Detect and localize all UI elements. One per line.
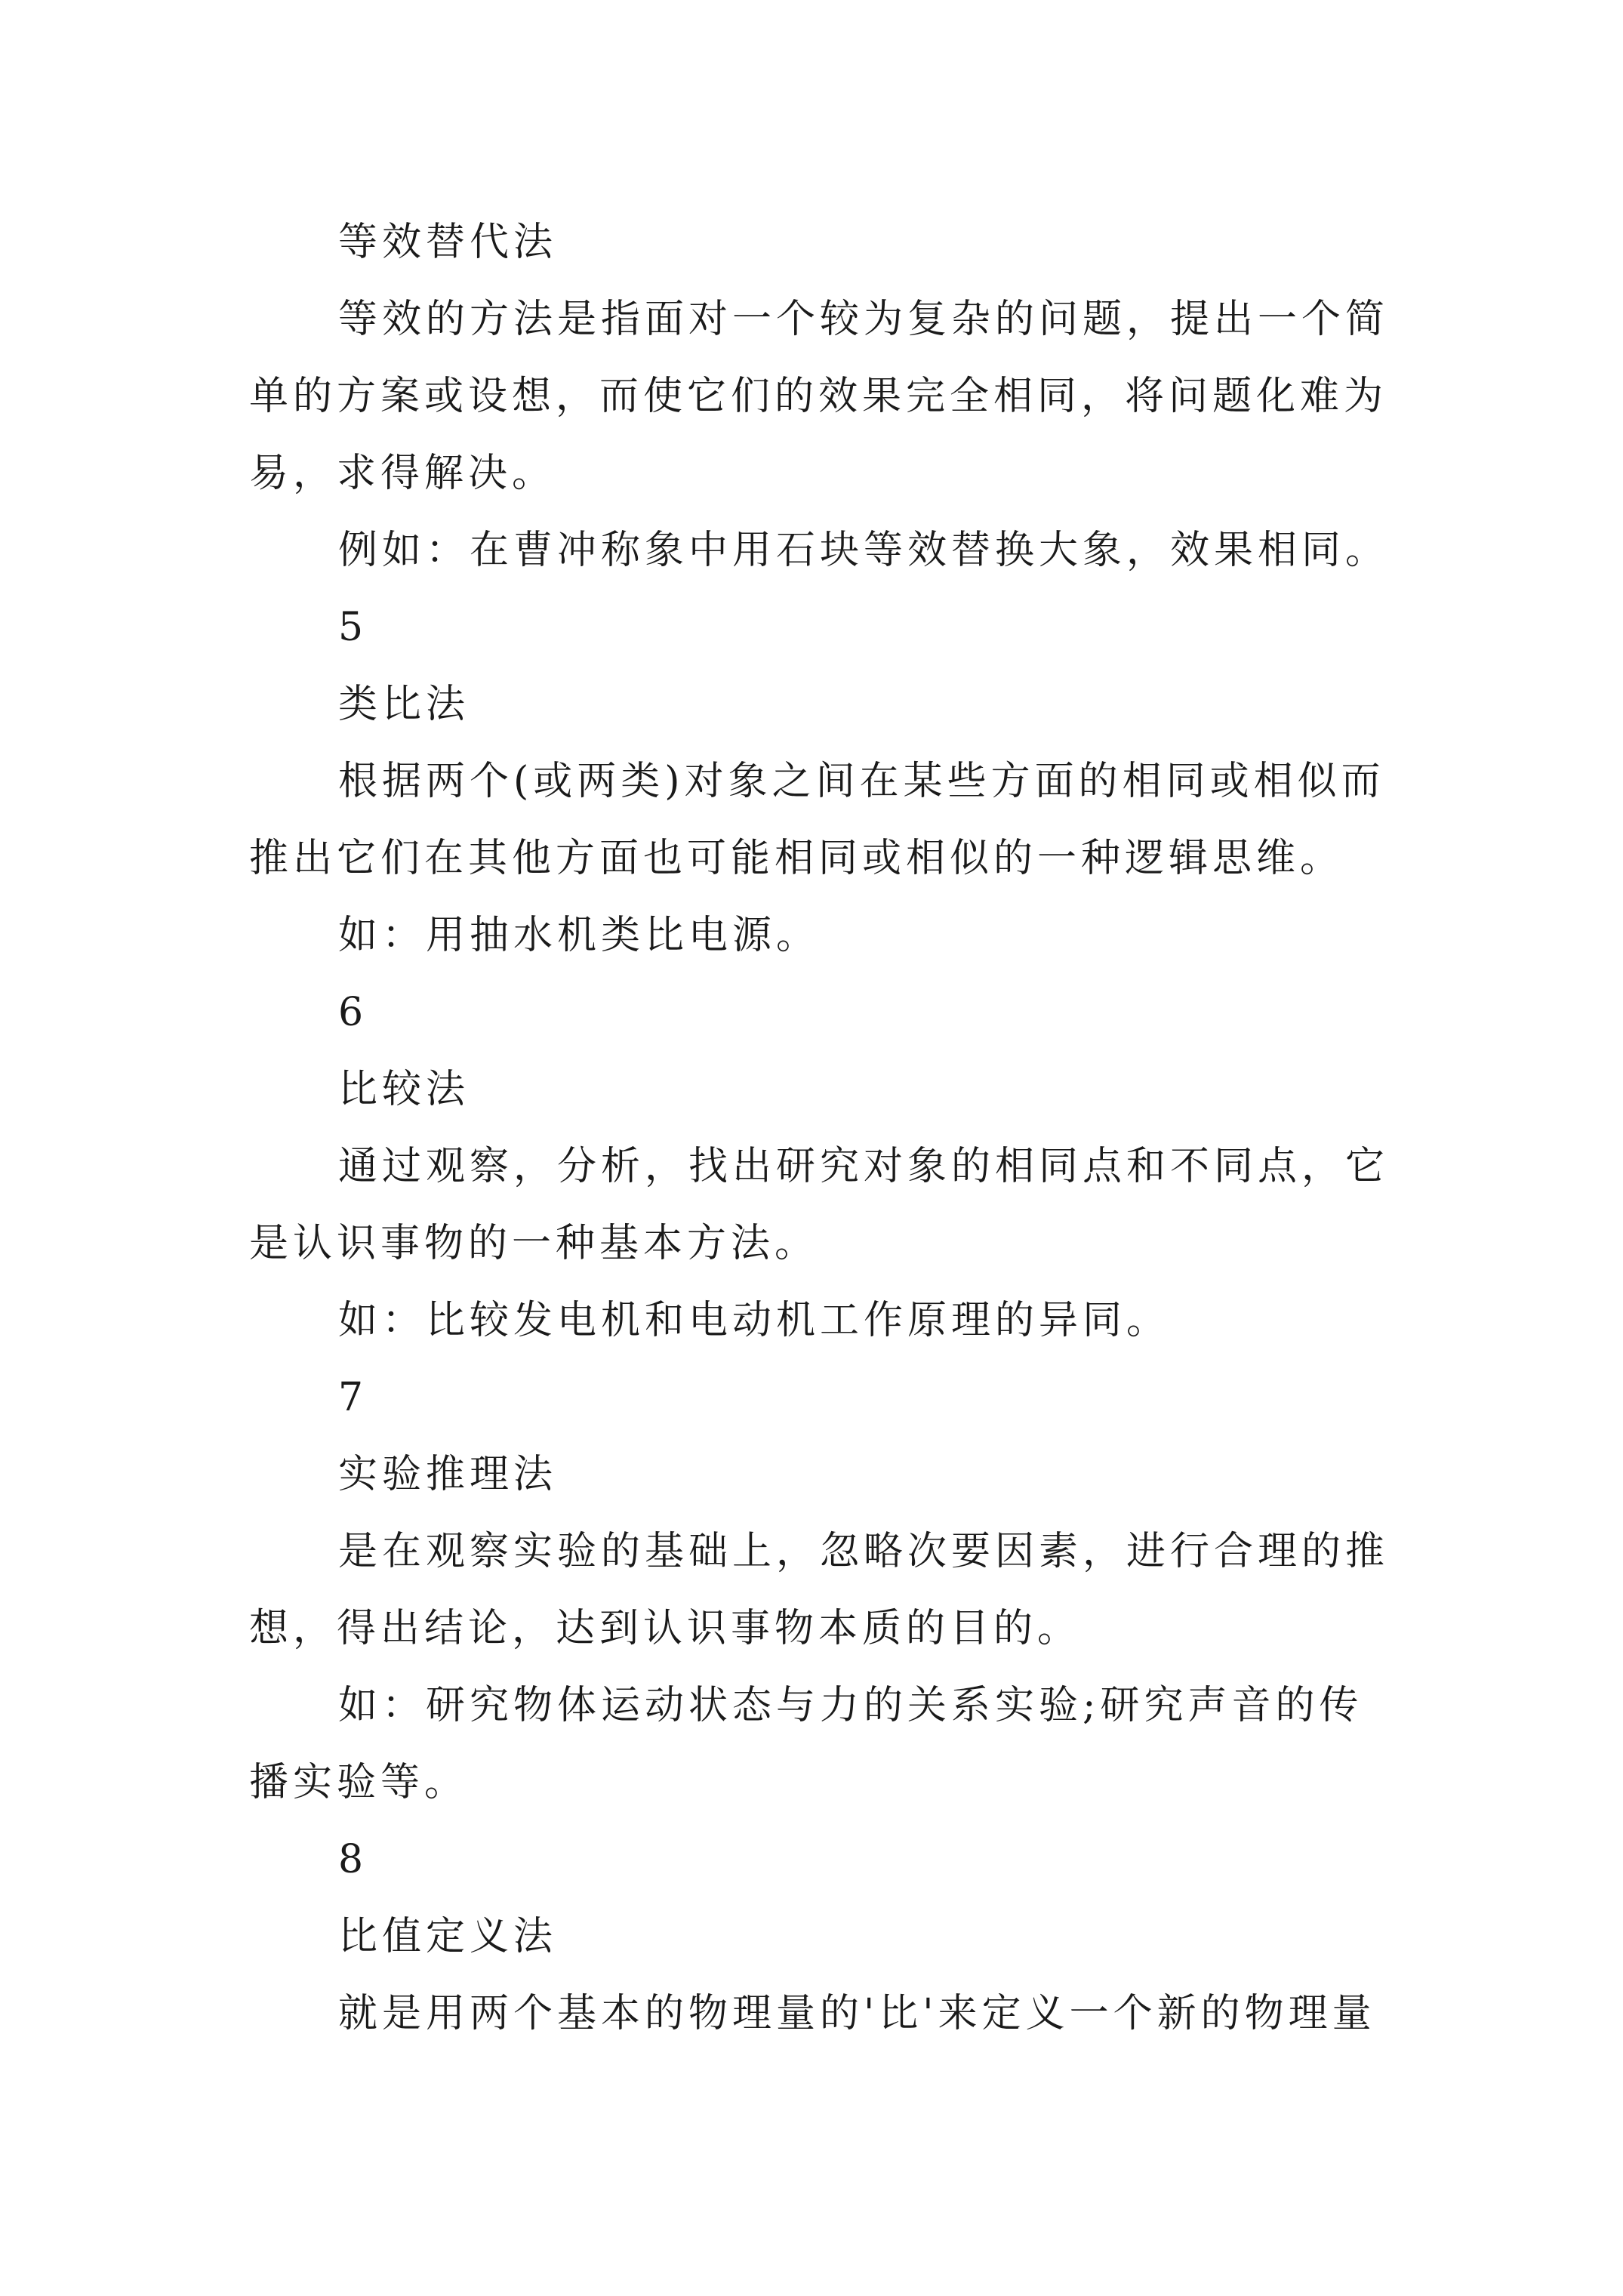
section-number-7: 7 (338, 1375, 368, 1420)
section-description-analogy: 根据两个(或两类)对象之间在某些方面的相同或相似而推出它们在其他方面也可能相同或相似的一种逻辑思维。 (249, 759, 1385, 881)
section-number-6: 6 (338, 990, 368, 1035)
section-number-8: 8 (338, 1837, 368, 1882)
section-title-ratio-definition: 比值定义法 (338, 1914, 558, 1959)
section-example-equivalent-substitution: 例如：在曹冲称象中用石块等效替换大象，效果相同。 (338, 528, 1390, 573)
section-example-comparison: 如：比较发电机和电动机工作原理的异同。 (338, 1298, 1171, 1343)
section-example-analogy: 如：用抽水机类比电源。 (338, 913, 821, 958)
section-title-experimental-reasoning: 实验推理法 (338, 1452, 558, 1497)
section-title-equivalent-substitution: 等效替代法 (338, 220, 558, 265)
section-description-comparison: 通过观察，分析，找出研究对象的相同点和不同点，它是认识事物的一种基本方法。 (249, 1144, 1390, 1266)
section-example-experimental-reasoning: 如：研究物体运动状态与力的关系实验;研究声音的传播实验等。 (249, 1683, 1363, 1805)
section-description-equivalent-substitution: 等效的方法是指面对一个较为复杂的问题，提出一个简单的方案或设想，而使它们的效果完全相同，将问题化难为易，求得解决。 (249, 297, 1390, 496)
section-number-5: 5 (338, 605, 368, 650)
section-description-experimental-reasoning: 是在观察实验的基础上，忽略次要因素，进行合理的推想，得出结论，达到认识事物本质的目的。 (249, 1529, 1390, 1651)
section-title-comparison: 比较法 (338, 1067, 470, 1112)
section-title-analogy: 类比法 (338, 682, 470, 727)
section-description-ratio-definition: 就是用两个基本的物理量的'比'来定义一个新的物理量 (338, 1991, 1376, 2036)
